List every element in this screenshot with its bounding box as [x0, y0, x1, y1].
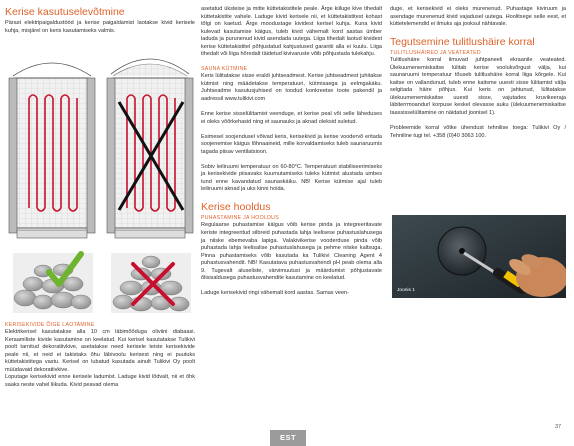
restack-paragraph: Laduge kerisekivid ringi vähemalt kord aastas. Samas veen- [201, 290, 349, 297]
intro-paragraph: Pärast elektripaigaldustööd ja kerise paigaldamist laotakse kivid kerisele kuhja, misjärel on keris kasutamiseks valmis. [5, 20, 195, 34]
heater-wrong-diagram [107, 59, 193, 238]
page-number: 37 [555, 424, 562, 430]
stones-cont-paragraph: asetatud üksteise ja mitte küttetakistitele peale. Ärge kiiluge kive tihedalt küttetakistite vahele. Laduge kivid kerisele nii, et küttetakistitest kohast tõlgi on kaetud. Ärge moodustage kividest kerisel kuhja. Kuna kivid kulevad kasutamise käigus, tuleb kivid vähemalt kord aastas ümber laduda ja purunenud kivid asendada uutega. Liiga tihedalt laotud kividest kerise küttetakistitel põhjustatud kahjustused garantii alla ei kuulu. Liiga tihedalt või liiga hõredalt täidetud kivivaruste võib põhjustada tulekahju. [201, 6, 382, 58]
heating-heading: SAUNA KÜTMINE [201, 66, 248, 73]
cleaning-heading: PUHASTAMINE JA HOOLDUS [201, 215, 279, 222]
photo-caption: Joonis 1 [397, 288, 415, 293]
faults-heading: TULITLUSHÄIRED JA VEATEATED [390, 50, 481, 57]
before-switch-paragraph: Enne kerise sisselülitamist veenduge, et kerise peal või selle läheduses ei oleks võõrkehasid ning et saunauks ja aknad oleksid suletud. [201, 111, 382, 125]
heater-correct-diagram [9, 63, 95, 238]
first-heating-paragraph: Esimesel soojendusel võivad keris, kerisekivid ja kerise voodervõ eritada soojenemise käigus lõhnaaineid, mille korvaldamiseks tuleb saunaruumis tagada piisav ventilatsioon. [201, 133, 382, 155]
column-2 [201, 6, 382, 298]
heating-paragraph: Keris lülitatakse sisse eraldi juhtseadmest. Kerise juhtseadmest juhitakse kütmist ning määdetakse temperatuuri, kütmisaega ja eelmgakäku. Juhtseadme kasutusjuhised on toodud konkreetse toote pakendil ja aadressil www.tulikivi.com [201, 73, 382, 102]
stones-heading: KERISEKIVIDE ÕIGE LAOTAMINE [5, 322, 95, 328]
column-3 [390, 6, 566, 140]
section-title-maintenance: Kerise hooldus [201, 201, 271, 214]
reset-photo-image [392, 215, 566, 298]
temperature-paragraph: Sobiv leiliruumi temperatuur on 60-80°C. Temperatuuri stabiliseerimiseks ja kerisekivide piisavaks kuumutamiseks tuleks kütmist alustada umbes tund enne kavandatud saunaskäiku. NB! Kerise kütmise ajal tuleb leiliruumi aknad ja uks kinni hoida. [201, 163, 382, 193]
section-title-faults: Tegutsemine tulitlushäire korral [390, 36, 535, 49]
stones-paragraph-2: Loputage kerisekivid enne kerisele ladumist. Laduge kivid lõdvalt, nii et õhk saaks neste vahel liikuda. Kivid peavad olema [5, 374, 195, 388]
section-title-commissioning: Kerise kasutuselevõtmine [5, 6, 125, 18]
restack-cont-paragraph: duge, et kerisekivid ei oleks murenenud. Puhastage kiviruum ja asendage murenenud kivid vajadusel uutega. Hoolitsege selle eest, et küttetelemendid ei ilmuks aja jooksul nähtavale. [390, 6, 566, 28]
stones-correct-photo [13, 253, 93, 313]
heater-stone-diagrams [7, 58, 195, 328]
language-tab: EST [270, 430, 306, 446]
column-1-lower [5, 322, 195, 389]
cleaning-paragraph: Regulaarse puhastamise käigus võib kerise pinda ja integreeritavate keriste integreeritud silbreid puhastada lahja leelisese puhastuslahusega ja niiske ebemevaba lapiga. Valakivikerise vooderduse pinda võib puhastada lahja leelisalise puhastuslahusega ja pehme niiske kaltsuga. Pinna puhastamiseks võib kasutada ka Tulikivi Cleaning Agent 4 puhastusvahendit. NB! Kasutatava puhastusvahendi pH peab olema alla 9. Tugevalt aluseliste, värvimuutusi ja määrdumist põhjustavate õlisisaldusega puhastusvahendite kasutamine on keelatud. [201, 222, 382, 282]
column-1 [5, 6, 195, 35]
reset-photo [392, 215, 566, 298]
stones-paragraph: Elektrikerisel kasutatakse alla 10 cm läbimõõduga oliviini diabaasi. Keraamiliste kivide kasutamine on keelatud. Kui kerisel kasutatakse Tulikivi poolt tarnitud dekoratiivkive, asetatakse need kerisele teiste kerisekivide peale nii, et neid ei takistaks õhu läbivoolu kerisest ning ei puutuks küttetakistitega vastu. Kerisel on lubatud kasutada ainult Tulikivi Oy poolt müüdavaid dekoratiivkive. [5, 329, 195, 373]
faults-paragraph: Tulitlushäire korral ilmuvad juhtpaneeli ekraanile veateated. Ülekuumenemiskaitse lülitab kerise voolukvõrgust välja, kui saunaruumi temperatuur tõuseb tulitlushäire korral liiga kõrgele. Kui kaitse on vallandunud, tuleb enne kaitsme uuesti sisse lülitamist välja selgitada häire põhjus. Kui keris on jahtunud, lülitatakse ülekuumenemiskaitse uuesti sisse, vajutades kruvikeeraja läbiterrmoandurl korpuse keskel olevasse auku (ülekuumenemiskaitse taassisselülitamine on näidatud joonisel 1). [390, 57, 566, 116]
stones-wrong-photo [111, 253, 191, 313]
support-paragraph: Probleemide korral võtke ühendust tehnilise toega: Tulikivi Oy / Tehniline tugi tel. +358 (0)40 3063 100. [390, 125, 566, 139]
